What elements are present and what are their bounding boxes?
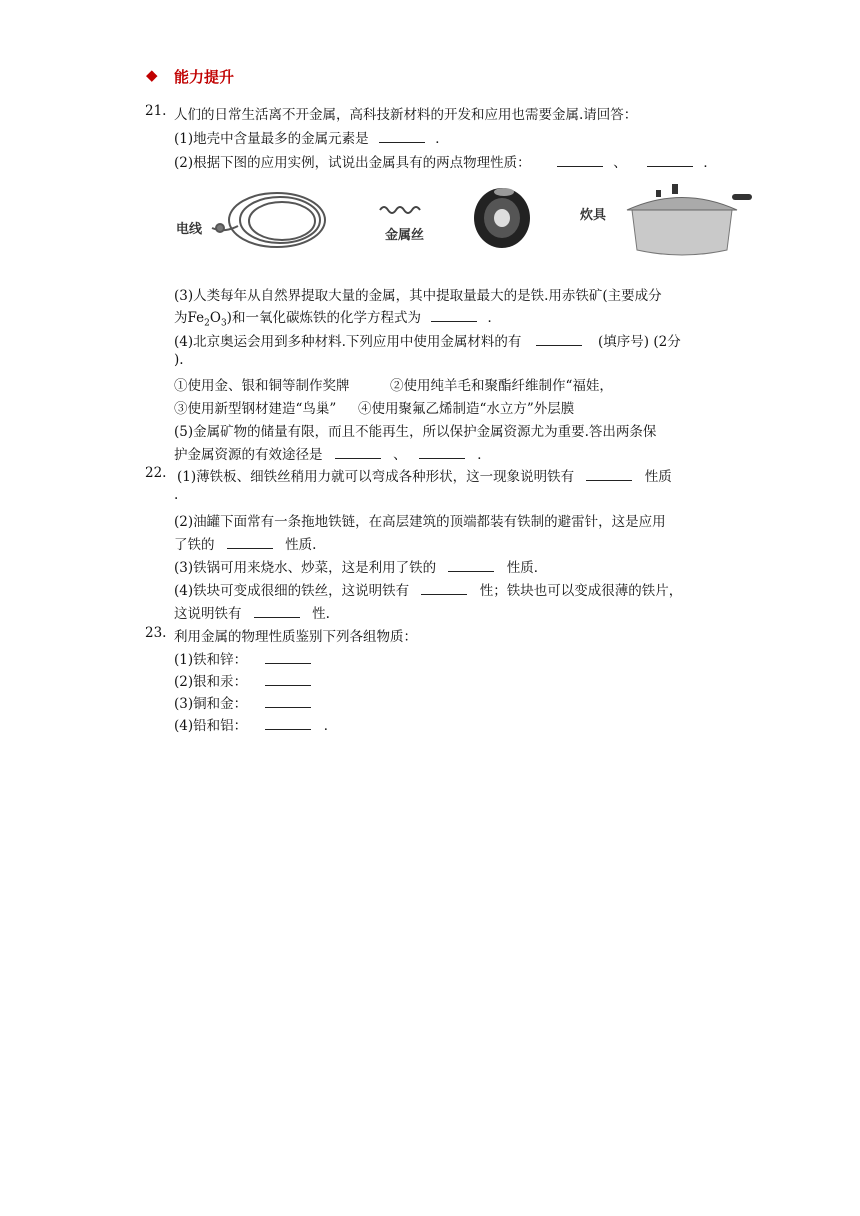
q22-part1-tail: . — [174, 487, 179, 503]
application-examples-figure — [172, 180, 752, 260]
q21-part1-end: ． — [435, 131, 449, 147]
q21-part3-line2 — [174, 306, 501, 329]
wire-spool-icon — [474, 188, 530, 248]
q21-part2 — [174, 151, 717, 171]
answer-blank[interactable] — [335, 458, 381, 459]
section-title: 能力提升 — [174, 68, 235, 86]
answer-blank[interactable] — [586, 480, 632, 481]
q21-part3-text: )和一氧化碳炼铁的化学方程式为 — [226, 310, 421, 326]
pressure-cooker-icon — [627, 184, 752, 255]
wire-coil-icon — [212, 193, 325, 247]
answer-blank[interactable] — [431, 321, 477, 322]
formula-fe: Fe — [187, 310, 205, 326]
q21-part2-end: ． — [703, 155, 717, 171]
q21-option-2: ②使用纯羊毛和聚酯纤维制作“福娃， — [390, 378, 613, 394]
q23-stem: 利用金属的物理性质鉴别下列各组物质： — [174, 629, 417, 645]
q22-part3 — [174, 556, 547, 576]
answer-blank[interactable] — [265, 707, 311, 708]
q23-item-4 — [174, 714, 337, 734]
q21-stem: 人们的日常生活离不开金属，高科技新材料的开发和应用也需要金属.请回答： — [174, 107, 638, 123]
q23-item-1 — [174, 648, 311, 668]
q21-part3-line1: (3)人类每年从自然界提取大量的金属，其中提取量最大的是铁.用赤铁矿(主要成分 — [174, 288, 662, 304]
answer-blank[interactable] — [379, 142, 425, 143]
q23-item-label: (1)铁和锌： — [174, 652, 248, 668]
q23-item-label: (3)铜和金： — [174, 696, 248, 712]
q22-part4-line1 — [174, 579, 682, 599]
q22-part1-text: (1)薄铁板、细铁丝稍用力就可以弯成各种形状，这一现象说明铁有 — [177, 469, 575, 485]
q21-part3-end: ． — [487, 310, 502, 326]
q21-part4-end: ). — [174, 352, 184, 368]
answer-blank[interactable] — [448, 571, 494, 572]
q23-item-label: (4)铅和铝： — [174, 718, 248, 734]
q21-part1 — [174, 127, 449, 147]
q21-part4 — [174, 330, 681, 350]
answer-blank[interactable] — [265, 663, 311, 664]
section-bullet: ◆ — [146, 66, 158, 84]
cookware-label: 炊具 — [580, 208, 607, 223]
answer-blank[interactable] — [419, 458, 465, 459]
question-number-21: 21. — [145, 103, 167, 119]
q22-part4-mid: 性；铁块也可以变成很薄的铁片， — [479, 583, 683, 599]
q22-part4-text2: 这说明铁有 — [174, 606, 242, 622]
q23-item-label: (2)银和汞： — [174, 674, 248, 690]
metal-wire-icon — [380, 207, 420, 213]
answer-blank[interactable] — [265, 685, 311, 686]
q21-part5-line2 — [174, 443, 491, 463]
q21-part4-text: (4)北京奥运会用到多种材料.下列应用中使用金属材料的有 — [174, 334, 522, 350]
answer-blank[interactable] — [536, 345, 582, 346]
q21-part2-text: (2)根据下图的应用实例，试说出金属具有的两点物理性质： — [174, 155, 531, 171]
question-number-23: 23. — [145, 625, 167, 641]
metal-wire-label: 金属丝 — [385, 228, 425, 243]
q21-part5-end: ． — [477, 447, 491, 463]
q21-part4-note: (填序号) (2分 — [598, 334, 681, 350]
q21-part5-text: 护金属资源的有效途径是 — [174, 447, 323, 463]
q22-part4-end: 性. — [312, 606, 330, 622]
q22-part2-text: 了铁的 — [174, 537, 215, 553]
q22-part2-end: 性质. — [285, 537, 317, 553]
q22-part2-line2 — [174, 533, 316, 553]
answer-blank[interactable] — [265, 729, 311, 730]
q21-option-4: ④使用聚氟乙烯制造“水立方”外层膜 — [358, 401, 575, 417]
q22-part4-text: (4)铁块可变成很细的铁丝，这说明铁有 — [174, 583, 410, 599]
answer-blank[interactable] — [254, 617, 300, 618]
q22-part2-line1: (2)油罐下面常有一条拖地铁链，在高层建筑的顶端都装有铁制的避雷针，这是应用 — [174, 514, 666, 530]
wire-label: 电线 — [176, 222, 203, 237]
formula-sub-3: 3 — [220, 318, 227, 329]
q21-part3-prefix: 为 — [174, 310, 188, 326]
q21-part5-line1: (5)金属矿物的储量有限，而且不能再生，所以保护金属资源尤为重要.答出两条保 — [174, 424, 657, 440]
q23-item-2 — [174, 670, 311, 690]
answer-blank[interactable] — [421, 594, 467, 595]
q23-end: ． — [323, 718, 338, 734]
formula-o: O — [209, 310, 221, 326]
figure-drawing — [172, 180, 752, 260]
answer-blank[interactable] — [647, 166, 693, 167]
formula-sub-2: 2 — [204, 318, 210, 329]
q23-item-3 — [174, 692, 311, 712]
q21-option-3: ③使用新型钢材建造“鸟巢” — [174, 401, 337, 417]
q22-part4-line2 — [174, 602, 330, 622]
q21-part5-sep: 、 — [393, 447, 407, 463]
iron-oxide-formula — [187, 310, 227, 329]
q22-part3-end: 性质． — [506, 560, 548, 576]
q22-part1-end: 性质 — [644, 469, 672, 485]
answer-blank[interactable] — [557, 166, 603, 167]
q21-part2-sep: 、 — [613, 155, 627, 171]
question-number-22: 22. — [145, 465, 167, 481]
q22-part3-text: (3)铁锅可用来烧水、炒菜，这是利用了铁的 — [174, 560, 437, 576]
q21-option-1: ①使用金、银和铜等制作奖牌 — [174, 378, 350, 394]
answer-blank[interactable] — [227, 548, 273, 549]
q22-part1 — [177, 465, 672, 485]
q21-part1-text: (1)地壳中含量最多的金属元素是 — [174, 131, 369, 147]
